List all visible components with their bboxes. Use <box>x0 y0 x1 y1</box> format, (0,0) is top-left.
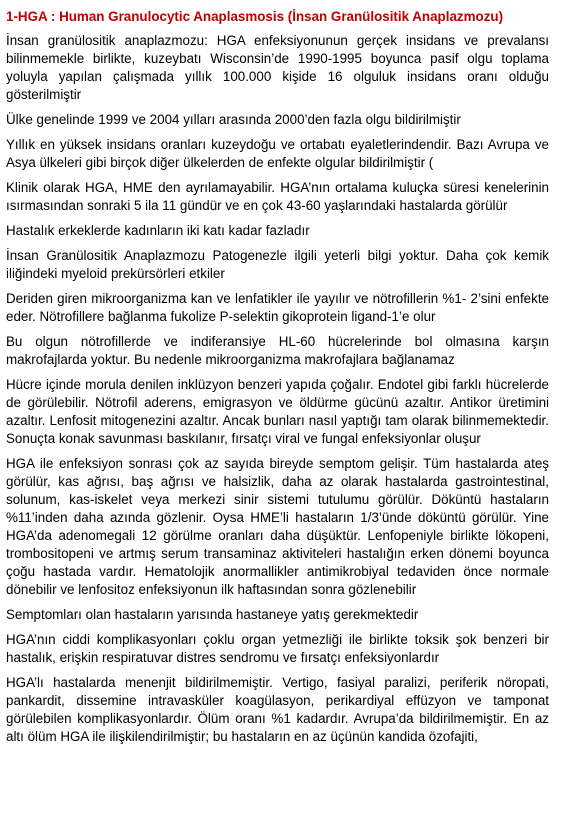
paragraph: Hücre içinde morula denilen inklüzyon benzeri yapıda çoğalır. Endotel gibi farklı hücrelerde de görülebilir. Nötrofil aderens, emigrasyon ve öldürme gücünü azaltır. Antikor üretimini azaltır. Lenfosit mitogenezini azaltır. Ancak bunları nasıl yaptığı tam olarak bilinmemektedir. Sonuçta konak savunması baskılanır, fırsatçı viral ve fungal enfeksiyonlar oluşur <box>6 377 549 446</box>
paragraph: HGA’nın ciddi komplikasyonları çoklu organ yetmezliği ile birlikte toksik şok benzeri bir hastalık, erişkin respiratuvar distres sendromu ve fırsatçı enfeksiyonlardır <box>6 632 549 665</box>
paragraph: HGA’lı hastalarda menenjit bildirilmemiştir. Vertigo, fasiyal paralizi, periferik nöropati, pankardit, dissemine intravasküler koagülasyon, perikardiyal effüzyon ve tamponat görülebilen komplikasyonlardır. Ölüm oranı %1 kadardır. Avrupa’da bildirilmemiştir. En az altı ölüm HGA ile ilişkilendirilmiştir; bu hastaların en az üçünün kandida özofajiti, <box>6 675 549 744</box>
document-title: 1-HGA : Human Granulocytic Anaplasmosis (İnsan Granülositik Anaplazmozu) <box>6 9 504 24</box>
paragraph: Yıllık en yüksek insidans oranları kuzeydoğu ve ortabatı eyaletlerindendir. Bazı Avrupa ve Asya ülkeleri gibi birçok diğer ülkelerden de enfekte olgular bildirilmiştir ( <box>6 137 549 170</box>
paragraph: Klinik olarak HGA, HME den ayrılamayabilir. HGA’nın ortalama kuluçka süresi kenelerinin ısırmasından sonraki 5 ila 11 gündür ve en çok 43-60 yaşlarındaki hastalarda görülür <box>6 180 549 213</box>
paragraph: Deriden giren mikroorganizma kan ve lenfatikler ile yayılır ve nötrofillerin %1- 2’sini enfekte eder. Nötrofillere bağlanma fukolize P-selektin gikoprotein ligand-1’e olur <box>6 291 549 324</box>
paragraph: HGA ile enfeksiyon sonrası çok az sayıda bireyde semptom gelişir. Tüm hastalarda ateş görülür, kas ağrısı, baş ağrısı ve halsizlik, daha az olarak hastalarda gastrointestinal, solunum, kas-iskelet veya merkezi sinir sistemi tutulumu görülür. Döküntü hastaların %11’inden daha azında gözlenir. Oysa HME’li hastaların 1/3’ünde döküntü görülür. Yine HGA’da adenomegali 12 görülme oranları daha düşüktür. Lenfopeniyle birlikte lökopeni, trombositopeni ve artmış serum transaminaz aktiviteleri hastalığın erken dönemi boyunca çoğu hastada vardır. Hematolojik anormallikler antimikrobiyal tedaviden önce normale dönebilir ve lenfositoz enfeksiyonun ilk haftasından sonra gözlenebilir <box>6 456 549 597</box>
document-page <box>6 8 549 753</box>
paragraph: Bu olgun nötrofillerde ve indiferansiye HL-60 hücrelerinde bol olmasına karşın makrofajlarda yoktur. Bu nedenle mikroorganizma makrofajlara bağlanamaz <box>6 334 549 367</box>
paragraph: İnsan Granülositik Anaplazmozu Patogenezle ilgili yeterli bilgi yoktur. Daha çok kemik iliğindeki myeloid prekürsörleri etkiler <box>6 248 549 281</box>
paragraph: Semptomları olan hastaların yarısında hastaneye yatış gerekmektedir <box>6 607 419 622</box>
paragraph: İnsan granülositik anaplazmozu: HGA enfeksiyonunun gerçek insidans ve prevalansı bilinmemekle birlikte, kuzeybatı Wisconsin’de 1990-1995 boyunca pasif olgu toplama yoluyla yapılan çalışmada yıllık 100.000 kişide 16 olguluk insidans oranı olduğu gösterilmiştir <box>6 33 549 102</box>
paragraph: Hastalık erkeklerde kadınların iki katı kadar fazladır <box>6 223 310 238</box>
paragraph: Ülke genelinde 1999 ve 2004 yılları arasında 2000’den fazla olgu bildirilmiştir <box>6 112 461 127</box>
